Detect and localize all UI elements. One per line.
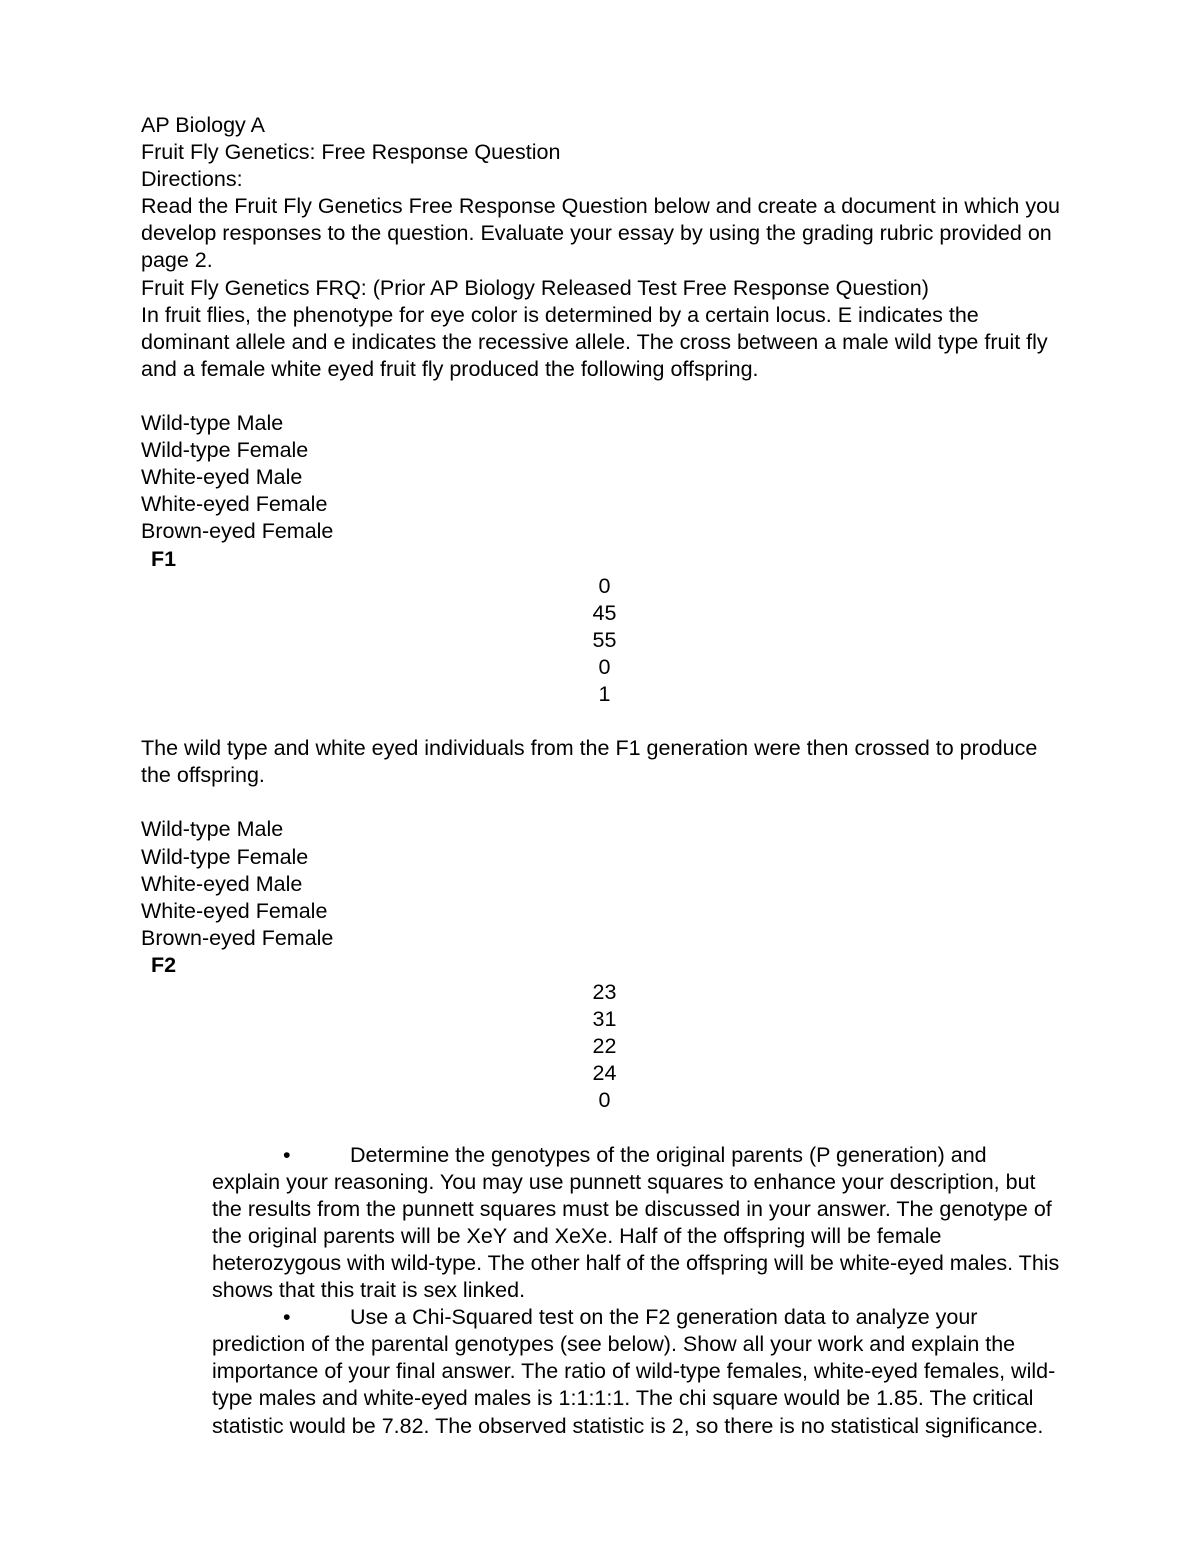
f1-category: Wild-type Female: [141, 438, 309, 463]
f1-label: F1: [151, 546, 177, 571]
f1-value: 0: [598, 654, 611, 679]
f1-value: 55: [592, 627, 617, 652]
f1-category: Wild-type Male: [141, 411, 284, 436]
f2-value: 22: [592, 1034, 617, 1059]
bullet-icon: •: [283, 1142, 291, 1167]
directions-label: Directions:: [141, 167, 243, 192]
question-list: [212, 1142, 1060, 1440]
spacer: [141, 789, 1066, 816]
course-title: AP Biology A: [141, 113, 265, 137]
f1-value: 1: [598, 681, 611, 706]
directions-text: Read the Fruit Fly Genetics Free Response Question below and create a document in which you develop responses to the question. Evaluate your essay by using the grading rubric provided on page 2.: [141, 194, 1061, 273]
f2-category: Wild-type Male: [141, 817, 284, 842]
f2-values: [141, 979, 1066, 1114]
transition-text: The wild type and white eyed individuals from the F1 generation were then crossed to produce the offspring.: [141, 736, 1038, 788]
spacer: [141, 708, 1066, 735]
question-item: [212, 1304, 1060, 1439]
f2-value: 23: [592, 980, 617, 1004]
f2-label: F2: [151, 952, 177, 977]
f1-values: [141, 573, 1066, 708]
spacer: [141, 383, 1066, 410]
f1-category: White-eyed Male: [141, 465, 303, 490]
spacer: [141, 1114, 1066, 1141]
assignment-title: Fruit Fly Genetics: Free Response Question: [141, 140, 561, 165]
intro-text: In fruit flies, the phenotype for eye color is determined by a certain locus. E indicates the dominant allele and e indicates the recessive allele. The cross between a male wild type fruit fly and a female white eyed fruit fly produced the following offspring.: [141, 302, 1048, 381]
f2-value: 0: [598, 1088, 611, 1113]
f1-value: 45: [592, 600, 617, 625]
frq-label: Fruit Fly Genetics FRQ: (Prior AP Biology Released Test Free Response Question): [141, 275, 929, 300]
f1-category: Brown-eyed Female: [141, 519, 334, 544]
f2-value: 24: [592, 1061, 617, 1086]
f2-category: White-eyed Male: [141, 871, 303, 896]
f1-data-block: [141, 410, 1066, 708]
f1-value: 0: [598, 573, 611, 598]
question-text: Use a Chi-Squared test on the F2 generation data to analyze your prediction of the parental genotypes (see below). Show all your work and explain the importance of your final answer. The ratio of wild-type females, white-eyed females, wild-type males and white-eyed males is 1:1:1:1. The chi square would be 1.85. The critical statistic would be 7.82. The observed statistic is 2, so there is no statistical significance.: [212, 1305, 1056, 1438]
question-text: Determine the genotypes of the original parents (P generation) and explain your reasoning. You may use punnett squares to enhance your description, but the results from the punnett squares must be discussed in your answer. The genotype of the original parents will be XeY and XeXe. Half of the offspring will be female heterozygous with wild-type. The other half of the offspring will be white-eyed males. This shows that this trait is sex linked.: [212, 1142, 1060, 1303]
question-item: [212, 1142, 1060, 1305]
f1-category: White-eyed Female: [141, 492, 328, 517]
f2-category: Wild-type Female: [141, 844, 309, 869]
document-body: [141, 112, 1066, 1440]
f2-category: White-eyed Female: [141, 898, 328, 923]
f2-category: Brown-eyed Female: [141, 925, 334, 950]
f2-data-block: [141, 816, 1066, 1114]
f2-value: 31: [592, 1007, 617, 1032]
bullet-icon: •: [283, 1305, 291, 1330]
